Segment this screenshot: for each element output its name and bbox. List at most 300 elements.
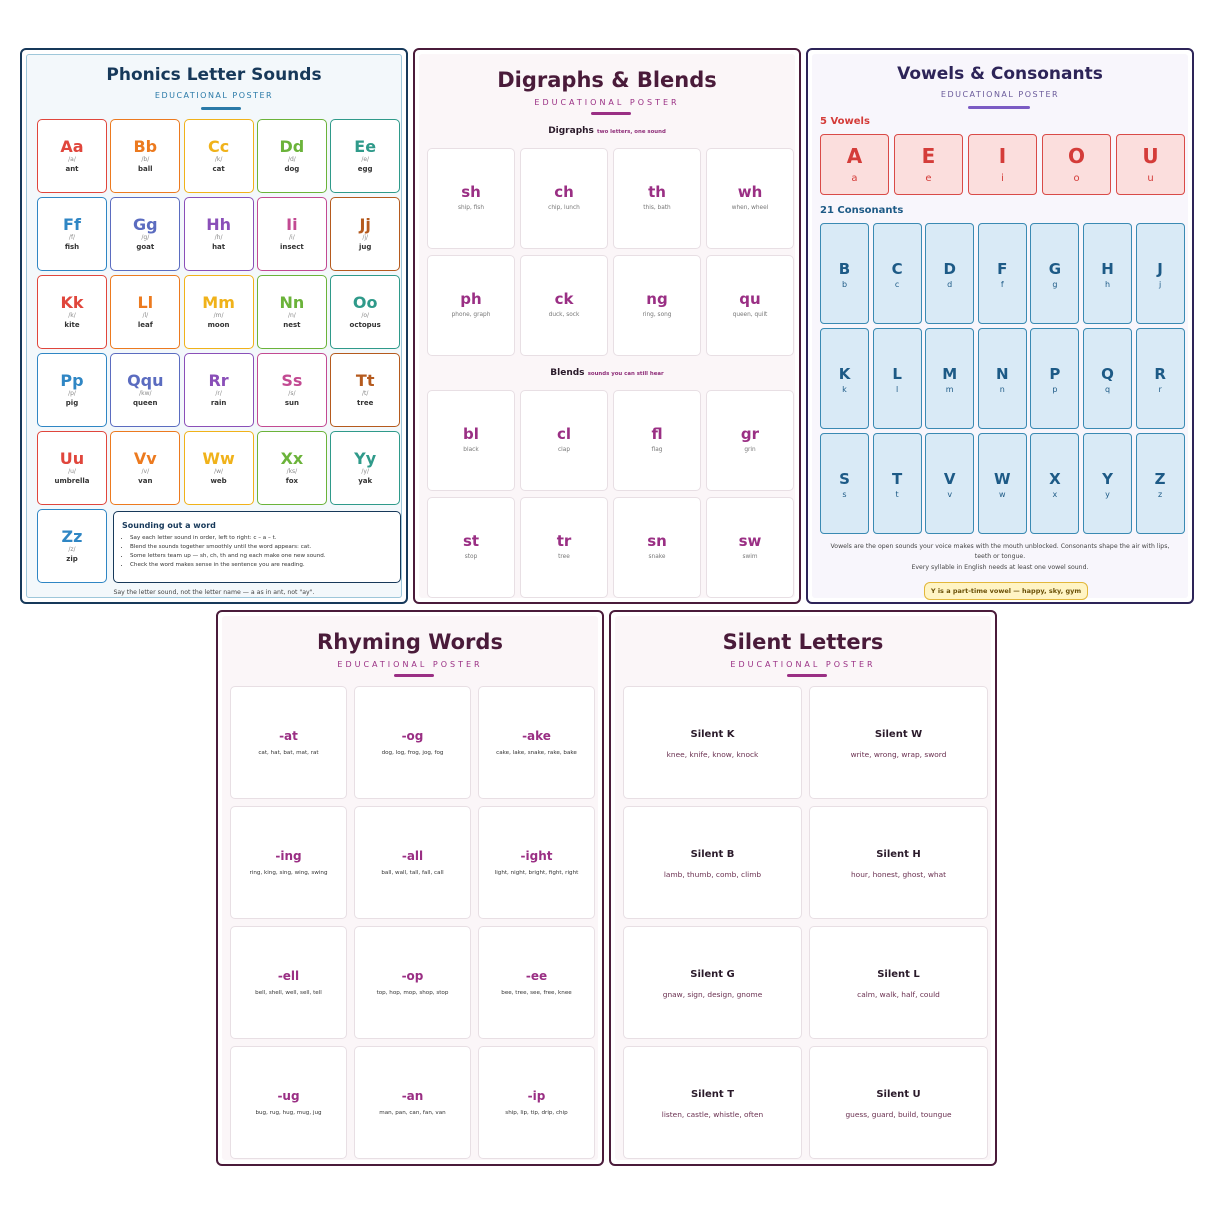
sound-examples: stop bbox=[464, 554, 478, 560]
consonant-lower: b bbox=[841, 280, 848, 289]
sound-letters: tr bbox=[556, 532, 572, 550]
consonant-lower: x bbox=[1052, 490, 1058, 499]
letter-card bbox=[110, 197, 180, 271]
silent-card bbox=[623, 926, 802, 1039]
rhyme-ending: -an bbox=[401, 1089, 424, 1103]
sound-letters: ch bbox=[554, 183, 574, 201]
letter-card bbox=[110, 431, 180, 505]
sounding-out-title: Sounding out a word bbox=[122, 521, 216, 530]
letter-word: hat bbox=[212, 243, 226, 251]
letter-pair: Hh bbox=[206, 215, 231, 234]
letter-word: queen bbox=[133, 399, 158, 407]
rhyme-words: bug, rug, hug, mug, jug bbox=[255, 1110, 322, 1116]
vowel-upper: E bbox=[921, 144, 936, 168]
sound-examples: this, bath bbox=[643, 205, 671, 211]
letter-ipa: /v/ bbox=[141, 468, 150, 475]
letter-word: umbrella bbox=[54, 477, 90, 485]
letter-ipa: /j/ bbox=[362, 234, 369, 241]
letter-card bbox=[330, 353, 400, 427]
rhyme-ending: -at bbox=[279, 729, 298, 743]
consonant-upper: N bbox=[996, 365, 1009, 383]
letter-word: egg bbox=[357, 165, 373, 173]
consonant-card bbox=[1083, 328, 1132, 429]
digraphs-poster-body bbox=[419, 54, 795, 598]
consonant-upper: X bbox=[1049, 470, 1061, 488]
consonant-lower: q bbox=[1104, 385, 1111, 394]
rhyme-words: bell, shell, well, sell, tell bbox=[255, 990, 322, 996]
poster-title: Digraphs & Blends bbox=[497, 68, 717, 92]
vowel-card bbox=[894, 134, 963, 195]
rhyme-card bbox=[478, 1046, 595, 1159]
sound-examples: swim bbox=[742, 554, 758, 560]
consonant-lower: w bbox=[999, 490, 1006, 499]
consonant-card bbox=[1083, 223, 1132, 324]
poster-subtitle: EDUCATIONAL POSTER bbox=[940, 90, 1060, 99]
silent-card bbox=[623, 1046, 802, 1159]
letter-card bbox=[257, 431, 327, 505]
vowel-upper: I bbox=[998, 144, 1007, 168]
sound-card bbox=[427, 148, 515, 249]
letter-ipa: /f/ bbox=[68, 234, 76, 241]
vowel-card bbox=[1116, 134, 1185, 195]
letter-word: cat bbox=[212, 165, 225, 173]
letter-pair: Rr bbox=[208, 371, 229, 390]
silent-card bbox=[809, 806, 988, 919]
letter-pair: Mm bbox=[202, 293, 235, 312]
sound-card bbox=[520, 148, 608, 249]
blends-note: sounds you can still hear bbox=[587, 371, 664, 377]
consonant-card bbox=[1083, 433, 1132, 534]
letter-word: dog bbox=[284, 165, 300, 173]
letter-ipa: /d/ bbox=[287, 156, 296, 163]
sound-examples: snake bbox=[648, 554, 666, 560]
silent-words: lamb, thumb, comb, climb bbox=[663, 870, 762, 879]
silent-card bbox=[809, 1046, 988, 1159]
poster-subtitle: EDUCATIONAL POSTER bbox=[534, 98, 680, 107]
sound-examples: when, wheel bbox=[731, 205, 769, 211]
rhyme-words: ship, lip, tip, drip, chip bbox=[505, 1110, 568, 1116]
sound-letters: ph bbox=[460, 290, 482, 308]
vowel-lower: e bbox=[925, 173, 932, 184]
letter-word: moon bbox=[207, 321, 230, 329]
sound-letters: ck bbox=[554, 290, 574, 308]
sound-card bbox=[613, 497, 701, 598]
consonant-card bbox=[1030, 223, 1079, 324]
letter-ipa: /n/ bbox=[287, 312, 296, 319]
step-item: • Check the word makes sense in the sentence you are reading. bbox=[130, 561, 392, 570]
silent-heading: Silent H bbox=[876, 849, 921, 860]
poster-subtitle: EDUCATIONAL POSTER bbox=[337, 660, 483, 669]
letter-card bbox=[184, 431, 254, 505]
letter-ipa: /p/ bbox=[68, 390, 76, 397]
sound-card bbox=[613, 255, 701, 356]
rhyme-ending: -ing bbox=[275, 849, 302, 863]
consonant-upper: C bbox=[891, 260, 903, 278]
consonant-lower: p bbox=[1052, 385, 1058, 394]
vowel-upper: A bbox=[846, 144, 863, 168]
vowel-card bbox=[820, 134, 889, 195]
sound-card bbox=[427, 255, 515, 356]
rhyme-ending: -ip bbox=[527, 1089, 546, 1103]
title-underline bbox=[201, 107, 241, 110]
vowels-label: 5 Vowels bbox=[820, 116, 870, 127]
consonant-lower: n bbox=[999, 385, 1005, 394]
letter-ipa: /r/ bbox=[215, 390, 222, 397]
silent-poster-body bbox=[615, 616, 991, 1160]
consonant-upper: G bbox=[1048, 260, 1062, 278]
letter-ipa: /o/ bbox=[361, 312, 370, 319]
silent-words: gnaw, sign, design, gnome bbox=[662, 990, 763, 999]
consonant-upper: Z bbox=[1154, 470, 1166, 488]
sound-card bbox=[706, 497, 794, 598]
consonant-upper: J bbox=[1157, 260, 1163, 278]
sounding-out-steps bbox=[122, 534, 392, 570]
letter-ipa: /ks/ bbox=[286, 468, 298, 475]
letter-ipa: /h/ bbox=[214, 234, 223, 241]
consonant-card bbox=[820, 223, 869, 324]
poster-title: Rhyming Words bbox=[317, 630, 503, 654]
letter-card bbox=[110, 353, 180, 427]
consonant-lower: k bbox=[842, 385, 847, 394]
vowel-upper: U bbox=[1142, 144, 1159, 168]
consonant-card bbox=[978, 328, 1027, 429]
sound-letters: fl bbox=[651, 425, 663, 443]
letter-pair: Zz bbox=[61, 527, 83, 546]
consonant-upper: P bbox=[1049, 365, 1061, 383]
letter-pair: Dd bbox=[279, 137, 305, 156]
consonant-lower: z bbox=[1157, 490, 1163, 499]
letter-ipa: /t/ bbox=[361, 390, 369, 397]
consonant-lower: f bbox=[1000, 280, 1004, 289]
sound-card bbox=[706, 148, 794, 249]
rhyme-card bbox=[354, 686, 471, 799]
rhyme-ending: -ake bbox=[522, 729, 551, 743]
letter-word: fish bbox=[64, 243, 80, 251]
letter-card bbox=[184, 353, 254, 427]
silent-words: knee, knife, know, knock bbox=[666, 750, 759, 759]
sound-card bbox=[520, 255, 608, 356]
rhyme-words: cat, hat, bat, mat, rat bbox=[258, 750, 319, 756]
rhyme-ending: -ell bbox=[277, 969, 300, 983]
silent-card bbox=[623, 686, 802, 799]
letter-ipa: /g/ bbox=[141, 234, 150, 241]
letter-word: pig bbox=[65, 399, 79, 407]
rhyme-ending: -ight bbox=[520, 849, 553, 863]
letter-card bbox=[110, 275, 180, 349]
letter-pair: Jj bbox=[359, 215, 371, 234]
rhyme-card bbox=[478, 926, 595, 1039]
poster-subtitle: EDUCATIONAL POSTER bbox=[154, 91, 274, 100]
consonant-upper: B bbox=[838, 260, 851, 278]
sound-card bbox=[520, 390, 608, 491]
sound-examples: duck, sock bbox=[548, 312, 580, 318]
sound-card bbox=[706, 390, 794, 491]
consonant-card bbox=[873, 328, 922, 429]
rhyme-card bbox=[230, 1046, 347, 1159]
letter-word: yak bbox=[358, 477, 373, 485]
sound-letters: sn bbox=[647, 532, 667, 550]
rhyme-card bbox=[230, 926, 347, 1039]
silent-words: listen, castle, whistle, often bbox=[661, 1110, 764, 1119]
letter-card bbox=[257, 197, 327, 271]
sound-examples: phone, graph bbox=[451, 312, 491, 318]
rhyming-poster-body bbox=[222, 616, 598, 1160]
vowel-lower: a bbox=[851, 173, 858, 184]
syllable-note: Every syllable in English needs at least one vowel sound. bbox=[911, 564, 1089, 571]
sound-examples: queen, quilt bbox=[732, 312, 768, 318]
rhyme-words: ring, king, sing, wing, swing bbox=[249, 870, 328, 876]
letter-card bbox=[184, 275, 254, 349]
poster-title: Phonics Letter Sounds bbox=[106, 65, 322, 85]
letter-pair: Ss bbox=[281, 371, 303, 390]
silent-heading: Silent W bbox=[874, 729, 923, 740]
consonants-label: 21 Consonants bbox=[820, 205, 904, 216]
sound-examples: chip, lunch bbox=[548, 205, 580, 211]
letter-pair: Uu bbox=[59, 449, 85, 468]
letter-ipa: /y/ bbox=[361, 468, 369, 475]
consonant-lower: h bbox=[1104, 280, 1111, 289]
letter-pair: Nn bbox=[279, 293, 305, 312]
letter-ipa: /s/ bbox=[288, 390, 296, 397]
title-underline bbox=[968, 106, 1030, 109]
silent-heading: Silent U bbox=[876, 1089, 921, 1100]
consonant-card bbox=[873, 223, 922, 324]
sound-letters: th bbox=[648, 183, 666, 201]
letter-word: insect bbox=[279, 243, 304, 251]
letter-card bbox=[257, 353, 327, 427]
poster-subtitle: EDUCATIONAL POSTER bbox=[730, 660, 876, 669]
vowel-lower: o bbox=[1073, 173, 1080, 184]
phonics-poster bbox=[20, 48, 408, 604]
y-vowel-note: Y is a part-time vowel — happy, sky, gym bbox=[924, 582, 1088, 600]
digraphs-label: Digraphs bbox=[548, 126, 594, 136]
letter-ipa: /k/ bbox=[214, 156, 223, 163]
letter-ipa: /l/ bbox=[142, 312, 149, 319]
consonant-upper: Q bbox=[1101, 365, 1114, 383]
consonant-card bbox=[820, 328, 869, 429]
title-underline bbox=[394, 674, 434, 677]
sounding-out-box bbox=[113, 511, 401, 583]
consonant-card bbox=[1136, 433, 1185, 534]
sound-examples: grin bbox=[744, 447, 756, 453]
letter-word: nest bbox=[283, 321, 301, 329]
consonant-card bbox=[978, 223, 1027, 324]
letter-card bbox=[37, 197, 107, 271]
sound-letters: st bbox=[462, 532, 480, 550]
rhyme-card bbox=[478, 686, 595, 799]
rhyme-words: top, hop, mop, shop, stop bbox=[376, 990, 449, 996]
silent-card bbox=[623, 806, 802, 919]
blends-heading bbox=[419, 368, 795, 378]
silent-words: hour, honest, ghost, what bbox=[850, 870, 946, 879]
consonant-upper: T bbox=[891, 470, 903, 488]
phonics-footer: Say the letter sound, not the letter name — a as in ant, not "ay". bbox=[113, 589, 315, 596]
consonant-lower: c bbox=[894, 280, 900, 289]
letter-pair: Tt bbox=[355, 371, 375, 390]
vowel-card bbox=[968, 134, 1037, 195]
letter-pair: Ll bbox=[137, 293, 154, 312]
sound-examples: ring, song bbox=[642, 312, 672, 318]
consonant-upper: S bbox=[839, 470, 850, 488]
letter-word: web bbox=[210, 477, 227, 485]
silent-heading: Silent G bbox=[690, 969, 735, 980]
letter-word: ball bbox=[138, 165, 153, 173]
letter-card bbox=[37, 431, 107, 505]
consonant-upper: W bbox=[994, 470, 1011, 488]
consonant-card bbox=[873, 433, 922, 534]
rhyme-words: light, night, bright, fight, right bbox=[494, 870, 579, 876]
sound-letters: cl bbox=[556, 425, 572, 443]
consonant-upper: H bbox=[1101, 260, 1114, 278]
letter-word: leaf bbox=[137, 321, 153, 329]
consonant-lower: g bbox=[1052, 280, 1058, 289]
sound-letters: wh bbox=[737, 183, 763, 201]
letter-word: sun bbox=[284, 399, 299, 407]
sound-card bbox=[520, 497, 608, 598]
digraphs-note: two letters, one sound bbox=[597, 129, 666, 135]
letter-word: rain bbox=[210, 399, 227, 407]
letter-card bbox=[37, 353, 107, 427]
consonant-card bbox=[1030, 433, 1079, 534]
letter-card bbox=[257, 275, 327, 349]
silent-words: guess, guard, build, toungue bbox=[845, 1110, 952, 1119]
consonant-lower: l bbox=[895, 385, 899, 394]
sound-examples: ship, fish bbox=[457, 205, 484, 211]
rhyme-ending: -op bbox=[401, 969, 424, 983]
consonant-upper: Y bbox=[1102, 470, 1113, 488]
vowel-lower: i bbox=[1001, 173, 1004, 184]
letter-pair: Aa bbox=[60, 137, 84, 156]
silent-words: calm, walk, half, could bbox=[857, 990, 940, 999]
letter-card bbox=[37, 509, 107, 583]
consonant-upper: L bbox=[892, 365, 902, 383]
consonant-upper: R bbox=[1154, 365, 1166, 383]
letter-pair: Kk bbox=[60, 293, 84, 312]
rhyme-words: cake, lake, snake, rake, bake bbox=[496, 750, 577, 756]
rhyme-ending: -ug bbox=[277, 1089, 300, 1103]
sound-card bbox=[613, 390, 701, 491]
rhyme-words: man, pan, can, fan, van bbox=[379, 1110, 446, 1116]
letter-word: ant bbox=[65, 165, 79, 173]
silent-words: write, wrong, wrap, sword bbox=[850, 750, 947, 759]
consonant-card bbox=[1030, 328, 1079, 429]
consonant-card bbox=[978, 433, 1027, 534]
letter-card bbox=[110, 119, 180, 193]
letter-card bbox=[184, 197, 254, 271]
step-item: • Say each letter sound in order, left to right: c – a – t. bbox=[130, 534, 392, 543]
letter-pair: Ww bbox=[202, 449, 235, 468]
digraphs-heading bbox=[419, 126, 795, 136]
phonics-poster-body bbox=[26, 54, 402, 598]
letter-ipa: /u/ bbox=[68, 468, 76, 475]
consonant-card bbox=[820, 433, 869, 534]
letter-pair: Gg bbox=[133, 215, 158, 234]
consonant-lower: j bbox=[1158, 280, 1162, 289]
letter-word: fox bbox=[285, 477, 299, 485]
consonant-upper: M bbox=[942, 365, 958, 383]
rhyme-ending: -ee bbox=[525, 969, 548, 983]
letter-word: zip bbox=[66, 555, 78, 563]
sound-card bbox=[427, 497, 515, 598]
letter-ipa: /z/ bbox=[68, 546, 76, 553]
title-underline bbox=[591, 112, 631, 115]
vowel-lower: u bbox=[1147, 173, 1154, 184]
sound-card bbox=[427, 390, 515, 491]
sound-letters: gr bbox=[740, 425, 760, 443]
title-underline bbox=[787, 674, 827, 677]
consonant-lower: t bbox=[895, 490, 899, 499]
letter-pair: Qqu bbox=[127, 371, 164, 390]
letter-word: tree bbox=[357, 399, 374, 407]
letter-word: goat bbox=[136, 243, 155, 251]
letter-ipa: /w/ bbox=[214, 468, 224, 475]
letter-pair: Ff bbox=[63, 215, 81, 234]
letter-pair: Cc bbox=[207, 137, 230, 156]
consonant-card bbox=[1136, 328, 1185, 429]
silent-card bbox=[809, 686, 988, 799]
letter-pair: Oo bbox=[352, 293, 378, 312]
letter-card bbox=[184, 119, 254, 193]
letter-card bbox=[330, 119, 400, 193]
letter-card bbox=[330, 197, 400, 271]
letter-pair: Xx bbox=[280, 449, 304, 468]
letter-pair: Vv bbox=[133, 449, 157, 468]
sound-letters: sh bbox=[461, 183, 481, 201]
consonant-lower: d bbox=[947, 280, 953, 289]
rhyme-card bbox=[354, 1046, 471, 1159]
letter-ipa: /i/ bbox=[289, 234, 295, 241]
consonant-card bbox=[1136, 223, 1185, 324]
consonant-lower: y bbox=[1105, 490, 1110, 499]
consonant-card bbox=[925, 328, 974, 429]
consonant-card bbox=[925, 223, 974, 324]
consonant-lower: s bbox=[842, 490, 847, 499]
rhyme-words: bee, tree, see, free, knee bbox=[501, 990, 572, 996]
blends-label: Blends bbox=[550, 368, 585, 378]
rhyming-poster bbox=[216, 610, 604, 1166]
letter-word: jug bbox=[358, 243, 372, 251]
rhyme-card bbox=[230, 686, 347, 799]
rhyme-card bbox=[354, 926, 471, 1039]
rhyme-ending: -all bbox=[401, 849, 424, 863]
consonant-upper: D bbox=[943, 260, 956, 278]
letter-card bbox=[37, 275, 107, 349]
vowels-poster-body bbox=[812, 54, 1188, 598]
sound-examples: black bbox=[463, 447, 479, 453]
silent-heading: Silent T bbox=[690, 1089, 735, 1100]
rhyme-ending: -og bbox=[401, 729, 424, 743]
consonant-lower: r bbox=[1158, 385, 1162, 394]
sound-card bbox=[706, 255, 794, 356]
letter-card bbox=[37, 119, 107, 193]
letter-pair: Yy bbox=[354, 449, 377, 468]
letter-ipa: /a/ bbox=[68, 156, 76, 163]
letter-ipa: /e/ bbox=[361, 156, 370, 163]
sound-examples: tree bbox=[558, 554, 570, 560]
letter-pair: Bb bbox=[133, 137, 158, 156]
consonant-upper: F bbox=[997, 260, 1008, 278]
silent-heading: Silent L bbox=[877, 969, 920, 980]
sound-examples: flag bbox=[651, 447, 663, 453]
digraphs-poster bbox=[413, 48, 801, 604]
letter-word: kite bbox=[64, 321, 80, 329]
consonant-lower: m bbox=[945, 385, 954, 394]
silent-heading: Silent K bbox=[690, 729, 735, 740]
sound-card bbox=[613, 148, 701, 249]
letter-ipa: /m/ bbox=[213, 312, 224, 319]
letter-card bbox=[330, 431, 400, 505]
step-item: • Blend the sounds together smoothly until the word appears: cat. bbox=[130, 543, 392, 552]
